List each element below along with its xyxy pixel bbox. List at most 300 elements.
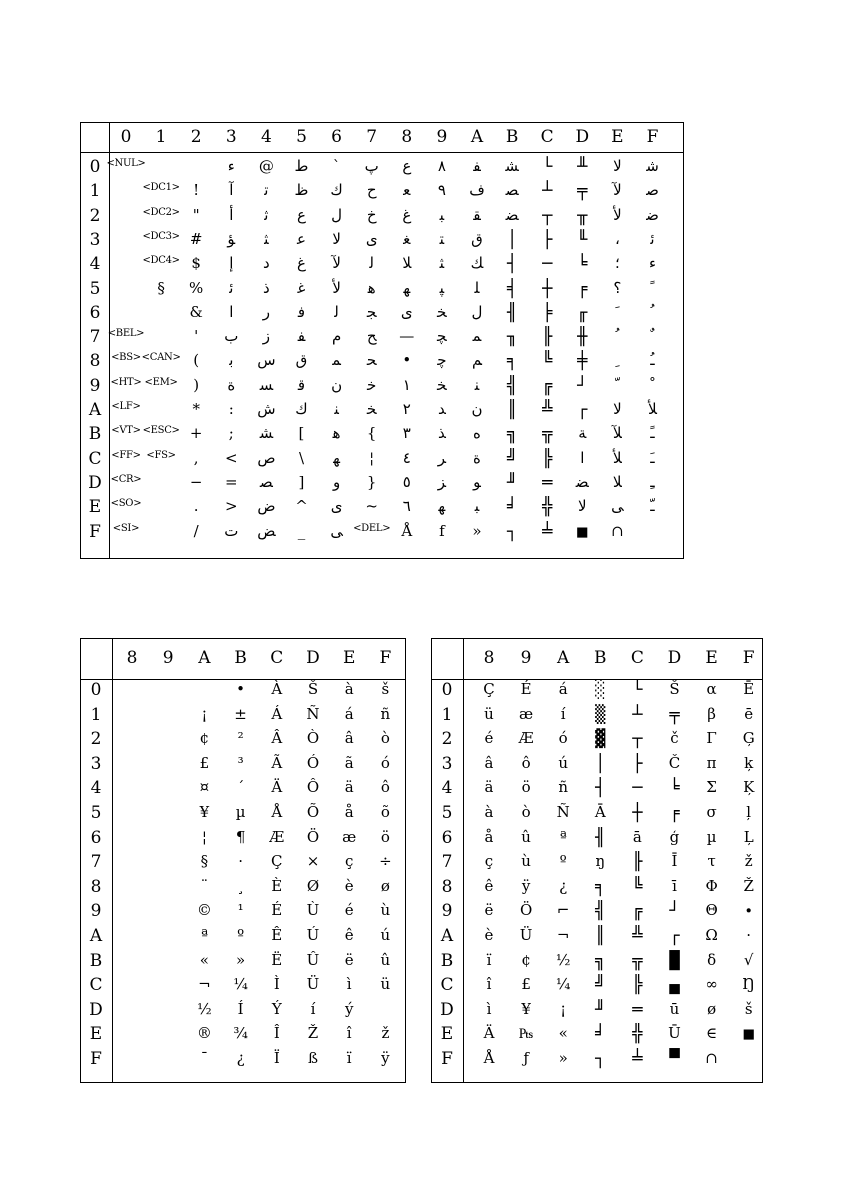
char-cell: <DC1> [142, 182, 180, 194]
char-cell: ═ [632, 999, 643, 1020]
column-header: C [540, 127, 554, 147]
char-cell: ﺨ [437, 302, 447, 321]
char-cell: ﺷ [646, 157, 659, 175]
row-header: 7 [441, 852, 453, 873]
char-cell: ╣ [506, 375, 518, 396]
arabic-code-table [80, 122, 684, 559]
char-cell: ﻭ [332, 472, 341, 491]
char-cell: ~ [365, 497, 378, 516]
char-cell: آ [229, 181, 234, 200]
column-header: B [234, 648, 247, 668]
char-cell: ﹾ [650, 375, 655, 394]
char-cell: ﺫ [263, 278, 270, 297]
char-cell: « [199, 950, 209, 969]
char-cell: à [344, 680, 354, 698]
char-cell: ╧ [632, 1049, 643, 1069]
char-cell: ╞ [542, 302, 553, 323]
char-cell: ´ [236, 778, 245, 797]
char-cell: <HT> [110, 376, 142, 388]
char-cell: ، [614, 229, 620, 248]
char-cell: É [520, 680, 532, 698]
char-cell: ٢ [402, 400, 411, 418]
char-cell: ÷ [379, 852, 392, 871]
char-cell: æ [342, 827, 357, 846]
row-header: E [88, 497, 102, 518]
char-cell: ª [559, 827, 567, 846]
char-cell: ` [332, 157, 341, 175]
char-cell: ﻋ [297, 229, 306, 248]
char-cell: ─ [542, 254, 553, 275]
column-header: D [575, 127, 590, 147]
char-cell: ö [380, 827, 390, 846]
char-cell: ç [484, 852, 494, 871]
char-cell: ﺴ [259, 375, 274, 394]
char-cell: Õ [306, 803, 320, 821]
char-cell: Â [271, 729, 283, 748]
column-header: F [742, 648, 755, 668]
char-cell: ﺑ [229, 351, 234, 370]
char-cell: <DEL> [353, 522, 391, 534]
column-header: B [505, 127, 519, 147]
char-cell: * [192, 400, 200, 418]
char-cell: ├ [632, 753, 643, 774]
latin-code-table [80, 638, 406, 1083]
row-header: E [89, 1024, 103, 1045]
char-cell: ₧ [518, 1024, 534, 1043]
column-header: 9 [436, 127, 448, 147]
char-cell: Å [271, 803, 283, 821]
char-cell: æ [519, 704, 534, 723]
char-cell: © [196, 901, 212, 920]
char-cell: å [344, 803, 354, 821]
char-cell: ∩ [705, 1049, 718, 1067]
char-cell: ﺗ [264, 181, 269, 200]
char-cell: ﺿ [646, 205, 659, 224]
char-cell: <DC4> [142, 255, 180, 267]
char-cell: Š [307, 680, 319, 698]
char-cell: ╗ [595, 950, 606, 971]
char-cell: Ī [671, 852, 678, 871]
char-cell: ﻉ [402, 157, 412, 175]
row-header: 9 [441, 901, 453, 922]
char-cell: ە [473, 424, 481, 443]
char-cell: ﻔ [473, 157, 481, 175]
char-cell: ﺹ [257, 448, 276, 467]
char-cell: ﺕ [224, 521, 239, 540]
row-header: C [440, 975, 454, 996]
row-header: 9 [90, 901, 102, 922]
char-cell: ╝ [595, 975, 606, 996]
char-cell: ╧ [542, 521, 553, 542]
char-cell: <CR> [110, 473, 142, 485]
char-cell: ░ [595, 680, 606, 700]
char-cell: $ [191, 254, 201, 273]
row-header: 3 [89, 229, 101, 250]
char-cell: Ķ [743, 778, 755, 797]
char-cell: \ [298, 448, 305, 467]
char-cell: ┬ [542, 205, 553, 226]
char-cell: ¢ [521, 950, 531, 969]
char-cell: Ã [271, 753, 283, 772]
char-cell: ì [486, 999, 492, 1018]
char-cell: ﺪ [437, 400, 446, 418]
char-cell: í [560, 704, 566, 723]
char-cell: ╩ [632, 926, 643, 946]
char-cell: ﻐ [403, 229, 411, 248]
char-cell: إ [229, 254, 234, 273]
char-cell: ﻵ [613, 181, 622, 200]
char-cell: ٦ [402, 497, 411, 516]
char-cell: ﻫ [367, 278, 376, 297]
char-cell: ﻍ [297, 254, 306, 273]
column-header: 8 [401, 127, 413, 147]
char-cell: Ö [306, 827, 320, 846]
char-cell: ﯼ [365, 229, 378, 248]
char-cell: ═ [542, 472, 553, 493]
char-cell: ã [344, 753, 354, 772]
char-cell: ï [346, 1049, 352, 1067]
char-cell: Ñ [306, 704, 320, 723]
char-cell: ﻘ [473, 205, 481, 224]
char-cell: é [484, 729, 494, 748]
char-cell: ╠ [632, 975, 643, 996]
char-cell: ﻮ [473, 472, 481, 491]
char-cell: ﺔ [578, 424, 587, 443]
char-cell: ╘ [577, 254, 588, 275]
char-cell: ٥ [402, 472, 411, 491]
char-cell: È [271, 876, 283, 895]
char-cell: ﻬ [438, 497, 446, 516]
char-cell: À [271, 680, 283, 698]
char-cell: ¦ [369, 448, 375, 467]
char-cell: º [559, 852, 567, 871]
char-cell: ╙ [577, 229, 588, 250]
char-cell: _ [297, 521, 306, 540]
char-cell: ﺨ [437, 375, 447, 394]
char-cell: ﯽ [330, 521, 343, 540]
char-cell: § [200, 852, 209, 871]
char-cell: ¾ [233, 1024, 248, 1043]
char-cell: ﻠ [474, 278, 480, 297]
char-cell: è [344, 876, 354, 895]
char-cell: ﺼ [259, 472, 273, 491]
char-cell: ╣ [595, 901, 606, 922]
char-cell: Í [237, 999, 244, 1018]
char-cell: ٩ [437, 181, 446, 200]
char-cell: ± [234, 704, 247, 723]
char-cell: # [189, 229, 203, 248]
char-cell: ﺸ [259, 424, 274, 443]
char-cell: ╫ [577, 327, 588, 348]
char-cell: ü [484, 704, 494, 723]
char-cell: <DC3> [142, 230, 180, 242]
column-header: C [630, 648, 644, 668]
char-cell: └ [632, 680, 643, 700]
char-cell: ÿ [521, 876, 531, 895]
char-cell: ╡ [506, 278, 518, 299]
char-cell: . [193, 497, 199, 516]
char-cell: Ø [306, 876, 320, 895]
column-header: 2 [190, 127, 202, 147]
row-header: 5 [441, 803, 453, 823]
char-cell: š [744, 999, 753, 1018]
row-header: C [88, 448, 102, 469]
char-cell: ﺆ [227, 229, 236, 248]
column-header: 8 [126, 648, 138, 668]
column-header: C [270, 648, 284, 668]
char-cell: ╗ [506, 424, 518, 445]
row-header: 9 [89, 375, 101, 396]
char-cell: ﻻ [613, 157, 622, 175]
char-cell: ﻏ [297, 278, 306, 297]
row-header: 3 [441, 753, 453, 774]
char-cell: ÿ [381, 1049, 390, 1067]
char-cell: ē [744, 704, 754, 723]
char-cell: ╜ [506, 472, 518, 493]
table-row-divider [112, 639, 113, 1082]
char-cell: ┌ [669, 926, 680, 946]
char-cell: ﻫ [332, 424, 341, 443]
char-cell: ﻔ [297, 327, 306, 346]
char-cell: Æ [269, 827, 285, 846]
char-cell: ﻷ [332, 278, 341, 297]
char-cell: ò [521, 803, 531, 821]
char-cell: <EM> [144, 376, 178, 388]
char-cell: <CAN> [141, 352, 181, 364]
char-cell: Ž [307, 1024, 319, 1043]
char-cell: ñ [380, 704, 391, 723]
char-cell: + [189, 424, 203, 443]
char-cell: α [706, 680, 717, 698]
char-cell: ) [193, 375, 200, 394]
row-header: 0 [89, 157, 101, 177]
char-cell: δ [707, 950, 717, 969]
char-cell: ﻁ [294, 157, 309, 175]
char-cell: ﻙ [330, 181, 343, 200]
char-cell: â [484, 753, 494, 772]
char-cell: Ê [271, 926, 283, 944]
char-cell: Å [483, 1049, 495, 1067]
char-cell: ﺀ [227, 157, 235, 175]
char-cell: ﺒ [474, 497, 480, 516]
char-cell: <LF> [111, 401, 141, 412]
char-cell: ¯ [200, 1049, 209, 1067]
row-header: 4 [441, 778, 453, 799]
char-cell: ﺀ [648, 254, 657, 273]
char-cell: ê [344, 926, 354, 944]
row-header: E [440, 1024, 454, 1045]
char-cell: } [366, 472, 377, 491]
char-cell: ² [237, 729, 244, 748]
char-cell: ┤ [595, 778, 606, 799]
char-cell: ﻕ [295, 351, 308, 370]
char-cell: ¼ [233, 975, 248, 994]
char-cell: ▒ [595, 704, 606, 725]
char-cell: ؛ [615, 254, 620, 273]
char-cell: Ā [594, 803, 606, 821]
char-cell: ﺻ [646, 181, 659, 200]
char-cell: ê [484, 876, 494, 895]
char-cell: ﹹ [650, 351, 655, 370]
row-header: 0 [441, 680, 453, 700]
row-header: 6 [441, 827, 453, 848]
char-cell: أ [229, 205, 234, 224]
char-cell: £ [521, 975, 531, 994]
char-cell: ﻚ [470, 254, 484, 273]
char-cell: Ö [519, 901, 533, 920]
char-cell: ó [380, 753, 390, 772]
char-cell: ﺯ [262, 327, 271, 346]
row-header: 5 [89, 278, 101, 299]
char-cell: ║ [506, 400, 518, 420]
char-cell: │ [595, 753, 606, 774]
char-cell: ﻀ [575, 472, 589, 491]
char-cell: Û [306, 950, 320, 969]
char-cell: ╬ [632, 1024, 643, 1045]
char-cell: ﻑ [469, 181, 485, 200]
char-cell: » [472, 521, 482, 540]
char-cell: ┘ [669, 901, 680, 922]
char-cell: Ô [306, 778, 320, 797]
char-cell: ] [298, 472, 305, 491]
column-header: D [306, 648, 320, 668]
char-cell: ﹼ [615, 375, 620, 394]
char-cell: ä [344, 778, 354, 797]
char-cell: ñ [558, 778, 569, 797]
char-cell: Á [271, 704, 283, 723]
char-cell: ô [521, 753, 531, 772]
row-header: D [88, 472, 102, 493]
char-cell: <SI> [112, 522, 140, 534]
column-header: 7 [366, 127, 378, 147]
char-cell: ž [381, 1024, 390, 1043]
char-cell: ٤ [402, 448, 411, 467]
char-cell: ﻷ [613, 205, 622, 224]
char-cell: < [225, 448, 238, 467]
char-cell: ú [558, 753, 569, 772]
char-cell: ³ [237, 753, 244, 772]
char-cell: ﻯ [330, 497, 343, 516]
char-cell: ┘ [577, 375, 588, 396]
char-cell: ﻤ [472, 327, 482, 346]
char-cell: ▓ [595, 729, 606, 750]
char-cell: õ [380, 803, 390, 821]
char-cell: ë [344, 950, 354, 969]
char-cell: ģ [669, 827, 680, 846]
char-cell: ╩ [542, 400, 553, 420]
char-cell: ø [707, 999, 717, 1018]
char-cell: ¨ [200, 876, 209, 895]
char-cell: « [558, 1024, 568, 1043]
char-cell: ﻓ [297, 302, 306, 321]
char-cell: ó [558, 729, 568, 748]
char-cell: ╔ [542, 375, 553, 396]
char-cell: ﻻ [332, 229, 341, 248]
char-cell: ﺽ [257, 497, 276, 516]
column-header: 0 [120, 127, 132, 147]
char-cell: / [193, 521, 199, 540]
char-cell: ╝ [506, 448, 518, 469]
char-cell: ﹰ [650, 278, 655, 297]
char-cell: σ [706, 803, 717, 821]
char-cell: ╚ [542, 351, 553, 372]
char-cell: Æ [518, 729, 534, 748]
char-cell: ╕ [506, 351, 518, 372]
char-cell: Ŋ [742, 975, 756, 994]
char-cell: ╒ [669, 803, 680, 823]
char-cell: { [366, 424, 377, 443]
char-cell: <SO> [110, 498, 142, 510]
char-cell: ├ [542, 229, 553, 250]
column-header: A [198, 648, 211, 668]
char-cell: f [439, 521, 445, 540]
row-header: 4 [89, 254, 101, 275]
char-cell: Ä [271, 778, 283, 797]
char-cell: ╓ [577, 302, 588, 323]
char-cell: Ü [306, 975, 320, 994]
char-cell: <NUL> [106, 158, 146, 169]
char-cell: ü [380, 975, 391, 994]
char-cell: ┬ [632, 729, 643, 750]
char-cell: ┴ [632, 704, 643, 725]
char-cell: Ü [519, 926, 533, 944]
char-cell: ﻼ [402, 254, 412, 273]
char-cell: ﺜ [439, 254, 445, 273]
char-cell: ä [484, 778, 494, 797]
char-cell: ▀ [669, 1049, 680, 1069]
char-cell: √ [743, 950, 754, 969]
column-header: 8 [483, 648, 495, 668]
row-header: 4 [90, 778, 102, 799]
char-cell: ╨ [577, 157, 588, 177]
char-cell: <VT> [111, 425, 141, 437]
char-cell: ﺰ [437, 472, 447, 491]
char-cell: § [157, 278, 165, 297]
char-cell: Ú [306, 926, 320, 944]
char-cell: ﺢ [366, 327, 377, 346]
char-cell: ║ [595, 926, 606, 946]
char-cell: ┤ [506, 254, 518, 275]
char-cell: ¶ [235, 827, 246, 846]
char-cell: ¹ [237, 901, 244, 920]
char-cell: ╛ [506, 497, 518, 518]
char-cell: ﻰ [611, 497, 624, 516]
char-cell: ½ [555, 950, 571, 969]
char-cell: Ē [743, 680, 755, 698]
row-header: 5 [90, 803, 102, 823]
row-header: 1 [441, 704, 453, 725]
row-header: B [440, 950, 454, 971]
char-cell: Š [669, 680, 680, 698]
row-header: 0 [90, 680, 102, 700]
row-header: A [89, 926, 103, 946]
char-cell: ─ [632, 778, 643, 799]
char-cell: ¤ [199, 778, 210, 797]
char-cell: ý [344, 999, 354, 1018]
char-cell: ½ [197, 999, 212, 1018]
char-cell: ﻨ [334, 400, 339, 418]
char-cell: » [236, 950, 246, 969]
char-cell: É [271, 901, 283, 920]
row-header: 8 [441, 876, 453, 897]
char-cell: ﺡ [366, 181, 377, 200]
char-cell: ٣ [402, 424, 411, 443]
char-cell: − [189, 472, 203, 491]
char-cell: ﻢ [471, 351, 482, 370]
char-cell: ﹺ [615, 351, 620, 370]
char-cell: ﻼ [612, 472, 622, 491]
char-cell: ╟ [632, 852, 643, 873]
